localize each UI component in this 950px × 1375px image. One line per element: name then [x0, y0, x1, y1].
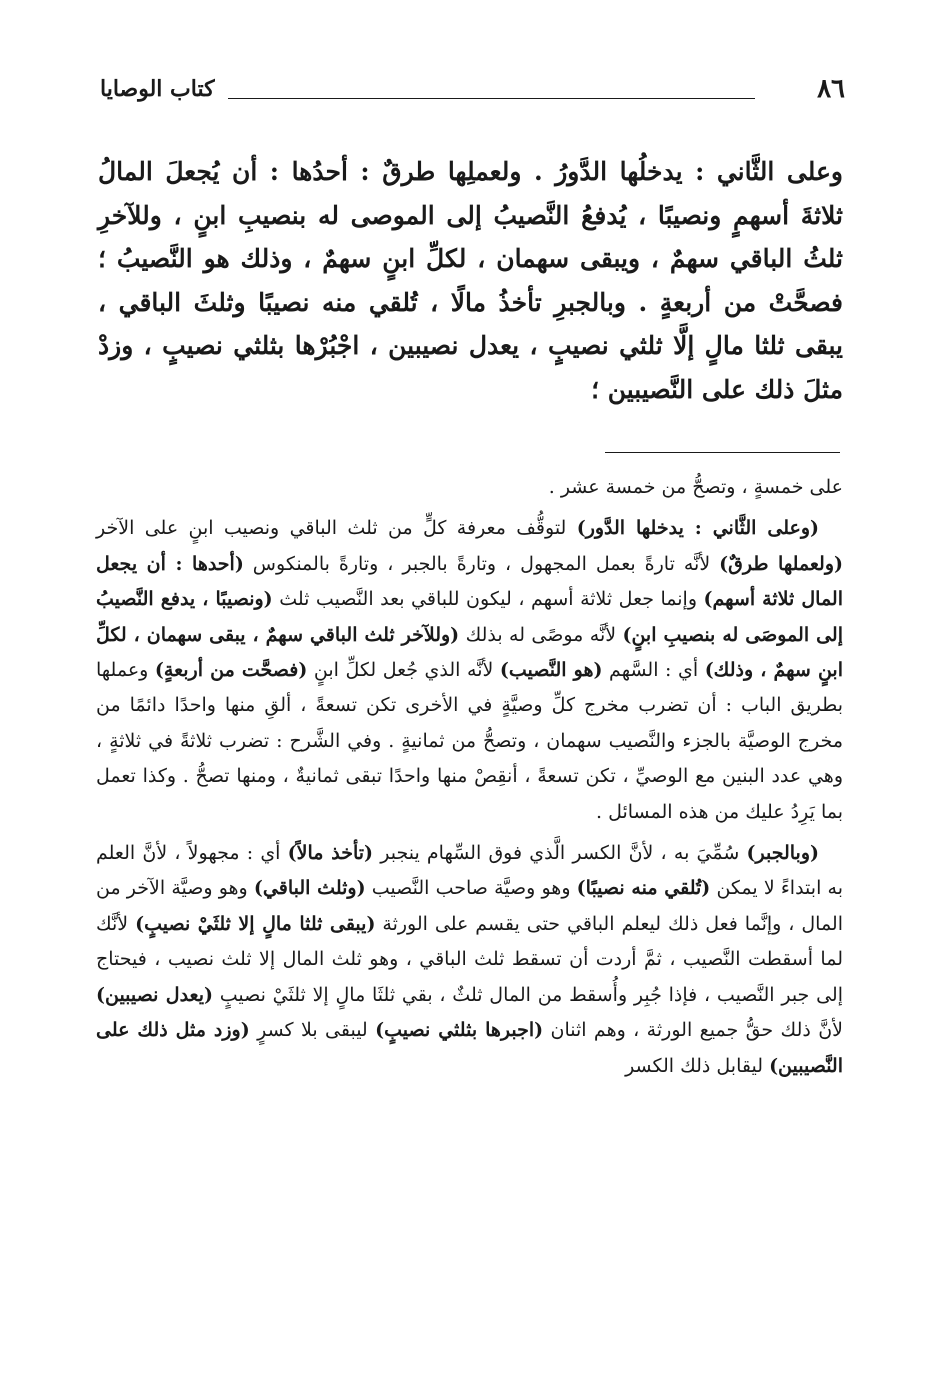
commentary-text: لأنَّك لما أسقطت النَّصيب ، ثمَّ أردت أن تسقط ثلث الباقي ، وهو ثلث المال إلا ثلث نصيب ، فيحتاج إلى جبر النَّصيب ، فإذا جُبِر وأُسقط من المال ثلثٌ ، بقي ثلثَا مالٍ إلا ثلثَيْ نصيبٍ — [96, 912, 843, 1006]
commentary-text: لأنَّه الذي جُعل لكلِّ ابنٍ — [307, 659, 500, 682]
commentary-separator — [605, 452, 840, 453]
commentary — [96, 470, 843, 1090]
quoted-matn-phrase: (ولعملها طرقٌ) — [719, 552, 843, 575]
commentary-paragraph-2 — [96, 836, 843, 1084]
quoted-matn-phrase: (هو النَّصيب) — [499, 659, 603, 682]
commentary-text: لتوقُّف معرفة كلٍّ من ثلث الباقي ونصيب ابنٍ على الآخر — [96, 517, 577, 540]
main-text: وعلى الثَّاني : يدخلُها الدَّورُ . ولعملِها طرقٌ : أحدُها : أن يُجعلَ المالُ ثلاثةَ أسهمٍ ونصيبًا ، يُدفعُ النَّصيبُ إلى الموصى له بنصيبِ ابنٍ ، وللآخرِ ثلثُ الباقي سهمٌ ، ويبقى سهمان ، لكلِّ ابنٍ سهمٌ ، وذلك هو النَّصيبُ ؛ فصحَّتْ من أربعةٍ . وبالجبرِ تأخذُ مالًا ، تُلقي منه نصيبًا وثلثَ الباقي ، يبقى ثلثا مالٍ إلَّا ثلثي نصيبٍ ، يعدل نصيبين ، اجْبُرْها بثلثي نصيبٍ ، وزدْ مثلَ ذلك على النَّصيبين ؛ — [98, 157, 843, 404]
quoted-matn-phrase: (وبالجبر) — [746, 842, 820, 865]
header-rule — [228, 98, 755, 99]
quoted-matn-phrase: (وثلث الباقي) — [253, 877, 366, 900]
quoted-matn-phrase: (تأخذ مالاً) — [287, 842, 374, 865]
commentary-text: لأنَّه موصًى له بذلك — [459, 623, 623, 646]
running-title: كتاب الوصايا — [100, 76, 215, 102]
quoted-matn-phrase: (وعلى الثَّاني : يدخلها الدَّور) — [576, 517, 819, 540]
commentary-text: وهو وصيَّة الآخر من المال ، وإنَّما فعل ذلك ليعلم الباقي حتى يقسم على الورثة — [96, 877, 843, 935]
quoted-matn-phrase: (اجبرها بثلثي نصيبٍ) — [375, 1019, 544, 1042]
quoted-matn-phrase: (وزد مثل ذلك على النَّصيبين) — [96, 1019, 843, 1077]
quoted-matn-phrase: (فصحَّت من أربعةٍ) — [154, 659, 308, 682]
commentary-text: لأنَّ ذلك حقُّ جميع الورثة ، وهم اثنان — [543, 1019, 844, 1042]
commentary-text: وعملها بطريق الباب : أن تضرب مخرج كلِّ وصيَّةٍ في الأخرى تكن تسعةً ، ألقِ منها واحدًا دائمًا من مخرج الوصيَّة بالجزء والنَّصيب سهمان ، وتصحُّ من ثمانيةٍ . وفي الشَّرح : تضرب ثلاثةً في ثلاثةٍ ، وهي عدد البنين مع الوصيِّ ، تكن تسعةً ، أنقِصْ منها واحدًا تبقى ثمانيةٌ ، ومنها تصحُّ . وكذا تعمل بما يَرِدُ عليك من هذه المسائل . — [96, 659, 843, 823]
quoted-matn-phrase: (وللآخر ثلث الباقي سهمٌ ، يبقى سهمان ، لكلِّ ابنٍ سهمٌ ، وذلك) — [96, 623, 843, 682]
quoted-matn-phrase: (يبقى ثلثا مالٍ إلا ثلثَيْ نصيبٍ) — [135, 912, 376, 935]
commentary-paragraph-continued: على خمسةٍ ، وتصحُّ من خمسة عشر . — [548, 476, 843, 498]
page-header — [100, 70, 845, 114]
quoted-matn-phrase: (أحدها : أن يجعل المال ثلاثة أسهم) — [96, 552, 843, 611]
commentary-text: أي : السَّهم — [602, 659, 705, 682]
commentary-text: وهو وصيَّة صاحب النَّصيب — [365, 877, 577, 900]
quoted-matn-phrase: (ونصيبًا ، يدفع النَّصيبُ إلى الموصَى له بنصيبِ ابنٍ) — [96, 588, 843, 646]
commentary-text: أي : مجهولاً ، لأنَّ العلم به ابتداءً لا يمكن — [96, 842, 844, 900]
commentary-text: ليبقى بلا كسرٍ — [249, 1019, 376, 1042]
commentary-text: ليقابل ذلك الكسر — [625, 1054, 770, 1077]
commentary-text: لأنَّه تارةً بعمل المجهول ، وتارةً بالجبر ، وتارةً بالمنكوس — [243, 552, 720, 575]
commentary-text: سُمِّيَ به ، لأنَّ الكسر الَّذي فوق السِّهام ينجبر — [373, 842, 747, 865]
page-number: ٨٦ — [817, 74, 845, 104]
quoted-matn-phrase: (يعدل نصيبين) — [96, 983, 213, 1006]
commentary-paragraph-1 — [96, 511, 843, 830]
quoted-matn-phrase: (تُلقي منه نصيبًا) — [576, 877, 711, 900]
commentary-text: وإنما جعل ثلاثة أسهم ، ليكون للباقي بعد النَّصيب ثلث — [272, 588, 704, 611]
